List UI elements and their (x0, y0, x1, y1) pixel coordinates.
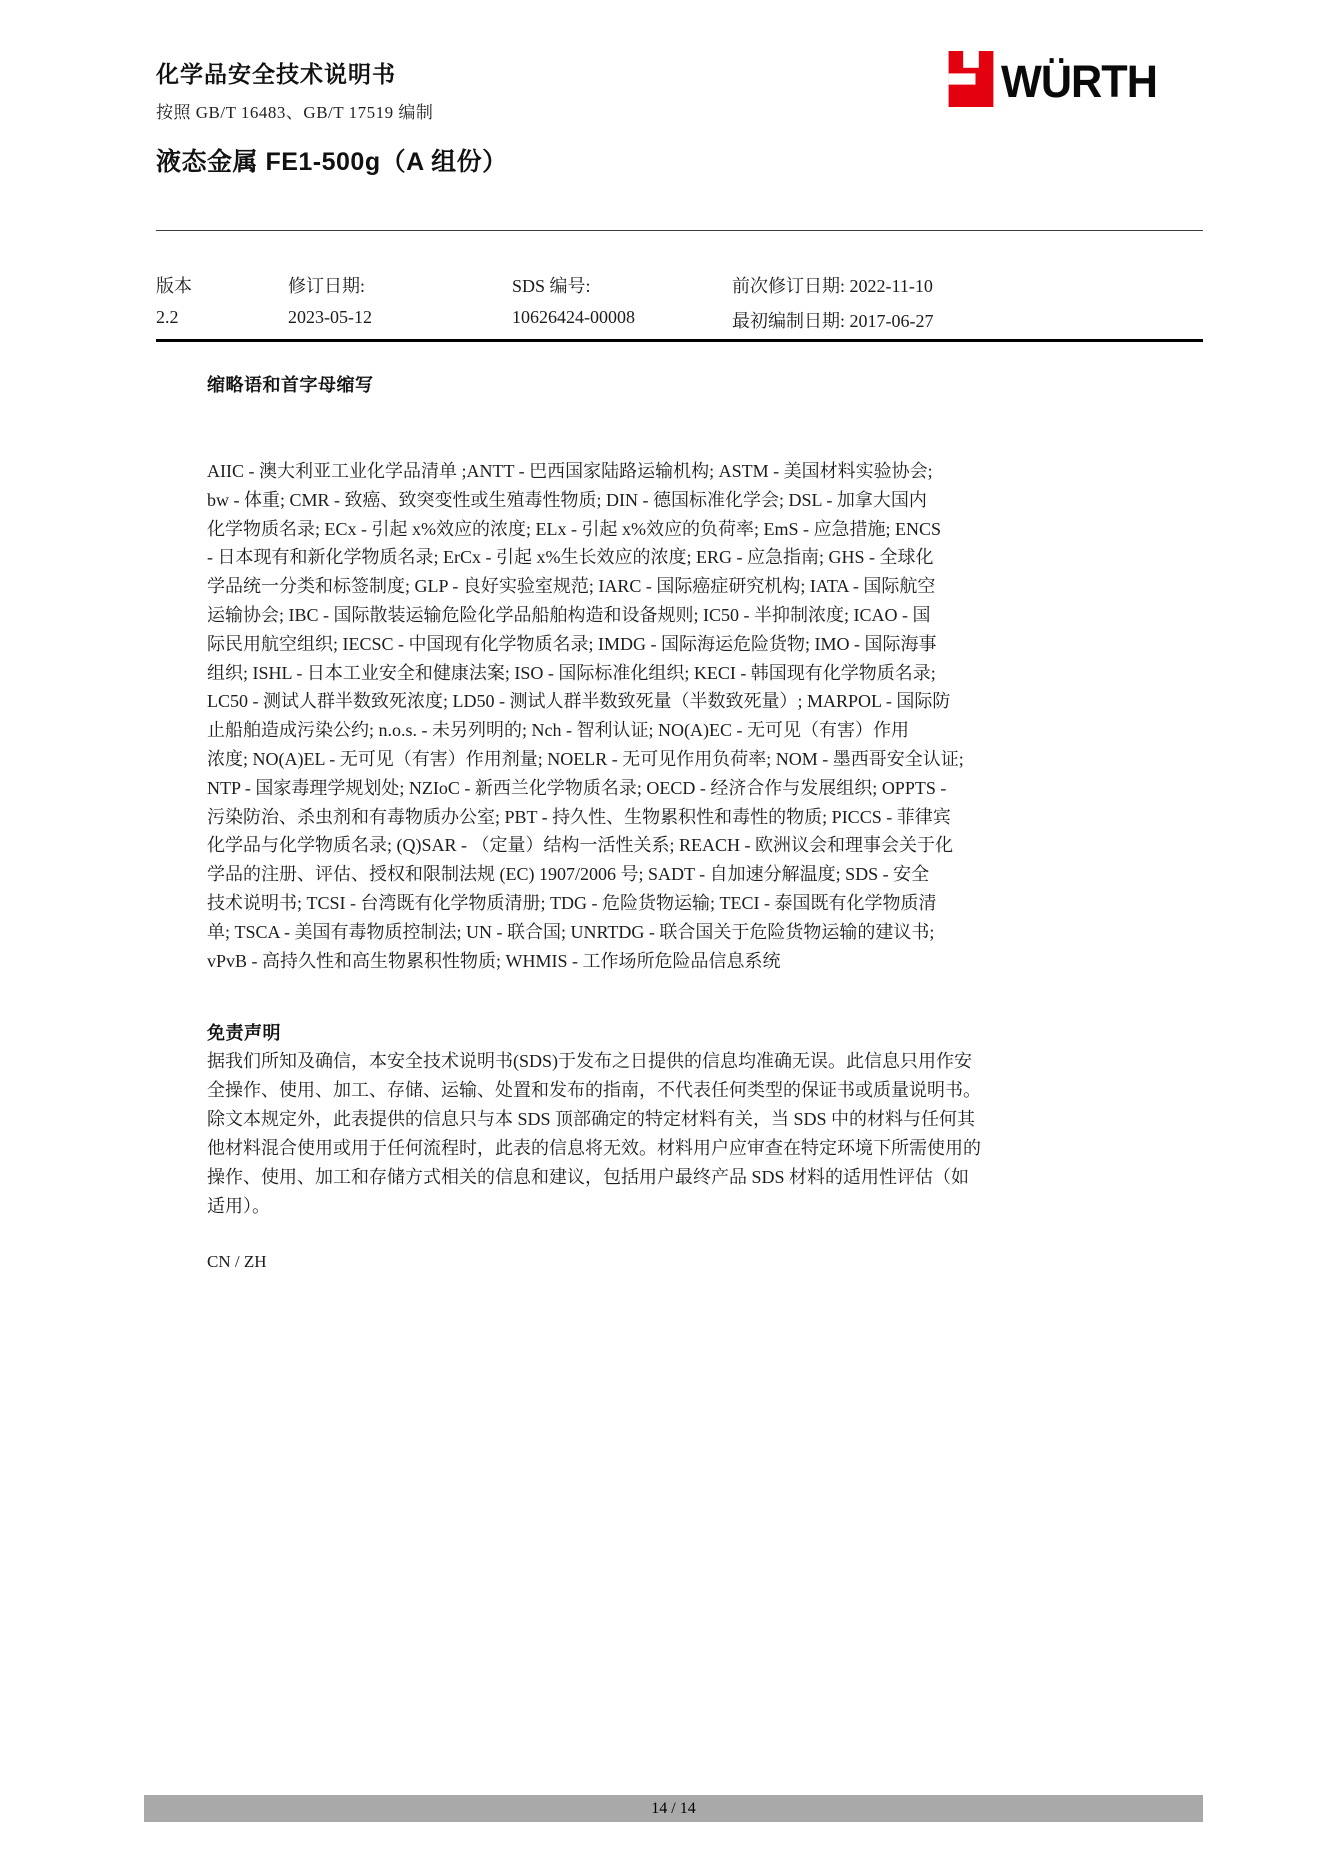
text-line: 际民用航空组织; IECSC - 中国现有化学物质名录; IMDG - 国际海运危险货物; IMO - 国际海事 (207, 633, 937, 654)
meta-table-top-rule (156, 230, 1203, 231)
text-line: 运输协会; IBC - 国际散装运输危险化学品船舶构造和设备规则; IC50 - 半抑制浓度; ICAO - 国 (207, 604, 931, 625)
disclaimer-heading: 免责声明 (207, 1023, 281, 1043)
wuerth-emblem-icon (948, 51, 994, 112)
wuerth-wordmark: WÜRTH (1001, 55, 1157, 107)
text-line: 单; TSCA - 美国有毒物质控制法; UN - 联合国; UNRTDG - 联合国关于危险货物运输的建议书; (207, 921, 935, 942)
text-line: 操作、使用、加工和存储方式相关的信息和建议，包括用户最终产品 SDS 材料的适用性评估（如 (207, 1167, 970, 1187)
text-line: 除文本规定外，此表提供的信息只与本 SDS 顶部确定的特定材料有关，当 SDS 中的材料与任何其 (207, 1109, 976, 1129)
text-line: 全操作、使用、加工、存储、运输、处置和发布的指南，不代表任何类型的保证书或质量说明书。 (207, 1080, 981, 1100)
text-line: 化学品与化学物质名录; (Q)SAR - （定量）结构一活性关系; REACH - 欧洲议会和理事会关于化 (207, 835, 953, 856)
text-line: 他材料混合使用或用于任何流程时，此表的信息将无效。材料用户应审查在特定环境下所需使用的 (207, 1138, 981, 1158)
version-value: 2.2 (156, 307, 179, 327)
abbreviations-heading: 缩略语和首字母缩写 (207, 375, 374, 395)
revision-date-value: 2023-05-12 (288, 307, 372, 327)
sds-number-value: 10626424-00008 (512, 307, 635, 327)
text-line: NTP - 国家毒理学规划处; NZIoC - 新西兰化学物质名录; OECD - 经济合作与发展组织; OPPTS - (207, 777, 947, 798)
text-line: 据我们所知及确信，本安全技术说明书(SDS)于发布之日提供的信息均准确无误。此信息只用作安 (207, 1051, 973, 1071)
standard-reference-note: 按照 GB/T 16483、GB/T 17519 编制 (156, 103, 434, 122)
abbreviations-paragraph (207, 457, 1209, 975)
text-line: LC50 - 测试人群半数致死浓度; LD50 - 测试人群半数致死量（半数致死量）; MARPOL - 国际防 (207, 691, 951, 712)
text-line: vPvB - 高持久性和高生物累积性物质; WHMIS - 工作场所危险品信息系统 (207, 950, 781, 971)
text-line: 止船舶造成污染公约; n.o.s. - 未另列明的; Nch - 智利认证; NO(A)EC - 无可见（有害）作用 (207, 720, 909, 741)
previous-revision-date: 前次修订日期: 2022-11-10 (732, 276, 933, 296)
text-line: 适用）。 (207, 1196, 270, 1216)
text-line: 学品统一分类和标签制度; GLP - 良好实验室规范; IARC - 国际癌症研究机构; IATA - 国际航空 (207, 576, 936, 597)
meta-table (156, 272, 1203, 333)
text-line: 学品的注册、评估、授权和限制法规 (EC) 1907/2006 号; SADT - 自加速分解温度; SDS - 安全 (207, 864, 930, 885)
text-line: 化学物质名录; ECx - 引起 x%效应的浓度; ELx - 引起 x%效应的负荷率; EmS - 应急措施; ENCS (207, 518, 941, 539)
text-line: 污染防治、杀虫剂和有毒物质办公室; PBT - 持久性、生物累积性和毒性的物质; PICCS - 菲律宾 (207, 806, 951, 827)
text-line: AIIC - 澳大利亚工业化学品清单 ;ANTT - 巴西国家陆路运输机构; ASTM - 美国材料实验协会; (207, 461, 933, 481)
text-line: 技术说明书; TCSI - 台湾既有化学物质清册; TDG - 危险货物运输; TECI - 泰国既有化学物质清 (207, 892, 937, 913)
language-code: CN / ZH (207, 1252, 267, 1271)
text-line: 组织; ISHL - 日本工业安全和健康法案; ISO - 国际标准化组织; KECI - 韩国现有化学物质名录; (207, 662, 936, 683)
product-title: 液态金属 FE1-500g（A 组份） (156, 148, 508, 176)
first-issue-date: 最初编制日期: 2017-06-27 (732, 311, 934, 331)
disclaimer-paragraph (207, 1047, 1209, 1221)
page-number-bar: 14 / 14 (144, 1795, 1203, 1822)
revision-date-label: 修订日期: (288, 276, 366, 296)
version-label: 版本 (156, 276, 192, 296)
text-line: bw - 体重; CMR - 致癌、致突变性或生殖毒性物质; DIN - 德国标准化学会; DSL - 加拿大国内 (207, 489, 927, 510)
sds-number-label: SDS 编号: (512, 276, 591, 296)
wuerth-logo (948, 52, 1183, 110)
meta-table-bottom-rule (156, 339, 1203, 342)
text-line: 浓度; NO(A)EL - 无可见（有害）作用剂量; NOELR - 无可见作用负荷率; NOM - 墨西哥安全认证; (207, 748, 964, 769)
text-line: - 日本现有和新化学物质名录; ErCx - 引起 x%生长效应的浓度; ERG - 应急指南; GHS - 全球化 (207, 547, 934, 568)
document-type-title: 化学品安全技术说明书 (156, 61, 396, 87)
